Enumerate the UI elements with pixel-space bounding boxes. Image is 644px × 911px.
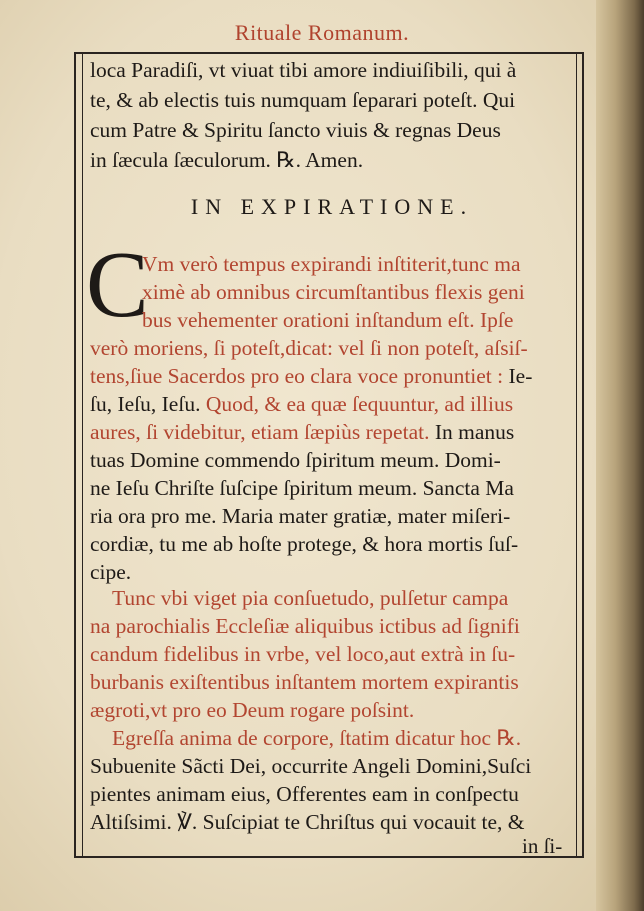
text-line: ægroti,vt pro eo Deum rogare poſsint. xyxy=(90,698,415,722)
text-line: te, & ab electis tuis numquam ſeparari poteſt. Qui xyxy=(90,88,516,112)
text-line: Tunc vbi viget pia conſuetudo, pulſetur campa xyxy=(112,586,509,610)
spoken-text: Ie- xyxy=(508,364,533,388)
rubric-text: Quod, & ea quæ ſequuntur, ad illius xyxy=(205,392,514,416)
text-line: candum fidelibus in vrbe, vel loco,aut extrà in ſu- xyxy=(90,642,516,666)
text-line: bus vehementer orationi inſtandum eſt. Ipſe xyxy=(142,308,514,332)
text-line: pientes animam eius, Offerentes eam in conſpectu xyxy=(90,782,519,806)
text-line: ne Ieſu Chriſte ſuſcipe ſpiritum meum. Sancta Ma xyxy=(90,476,514,500)
text-line: cum Patre & Spiritu ſancto viuis & regnas Deus xyxy=(90,118,501,142)
text-line: tuas Domine commendo ſpiritum meum. Domi- xyxy=(90,448,501,472)
section-heading: IN EXPIRATIONE. xyxy=(190,194,474,219)
text-line: in ſæcula ſæculorum. ℞. Amen. xyxy=(90,148,364,172)
text-line: Egreſſa anima de corpore, ſtatim dicatur hoc ℞. xyxy=(112,726,522,750)
rubric-text: tens,ſiue Sacerdos pro eo clara voce pronuntiet : xyxy=(90,364,509,388)
text-line: loca Paradiſi, vt viuat tibi amore indiuiſibili, qui à xyxy=(90,58,517,82)
rubric-text: aures, ſi videbitur, etiam ſæpiùs repetat. xyxy=(90,420,435,444)
text-line xyxy=(90,390,574,418)
text-line xyxy=(90,362,574,390)
text-line: na parochialis Eccleſiæ aliquibus ictibus ad ſignifi xyxy=(90,614,520,638)
text-line: cordiæ, tu me ab hoſte protege, & hora mortis ſuſ- xyxy=(90,532,519,556)
spoken-text: In manus xyxy=(434,420,515,444)
frame-inner-right-rule xyxy=(576,52,577,858)
running-head: Rituale Romanum. xyxy=(234,20,410,45)
text-line: burbanis exiſtentibus inſtantem mortem expirantis xyxy=(90,670,519,694)
frame-inner-left-rule xyxy=(82,52,83,858)
page-gutter xyxy=(596,0,644,911)
spoken-text: ſu, Ieſu, Ieſu. xyxy=(90,392,206,416)
drop-capital: C xyxy=(86,233,149,337)
text-line: cipe. xyxy=(90,560,132,584)
text-line xyxy=(90,418,574,446)
text-line: ria ora pro me. Maria mater gratiæ, mater miſeri- xyxy=(90,504,511,528)
text-line: verò moriens, ſi poteſt,dicat: vel ſi non poteſt, aſsiſ- xyxy=(90,336,528,360)
text-line: Vm verò tempus expirandi inſtiterit,tunc ma xyxy=(142,252,521,276)
text-line: ximè ab omnibus circumſtantibus flexis geni xyxy=(142,280,525,304)
catchword: in ſi- xyxy=(522,834,563,858)
text-line: Subuenite Sãcti Dei, occurrite Angeli Domini,Suſci xyxy=(90,754,532,778)
text-line: Altiſsimi. ℣. Suſcipiat te Chriſtus qui vocauit te, & xyxy=(90,810,525,834)
